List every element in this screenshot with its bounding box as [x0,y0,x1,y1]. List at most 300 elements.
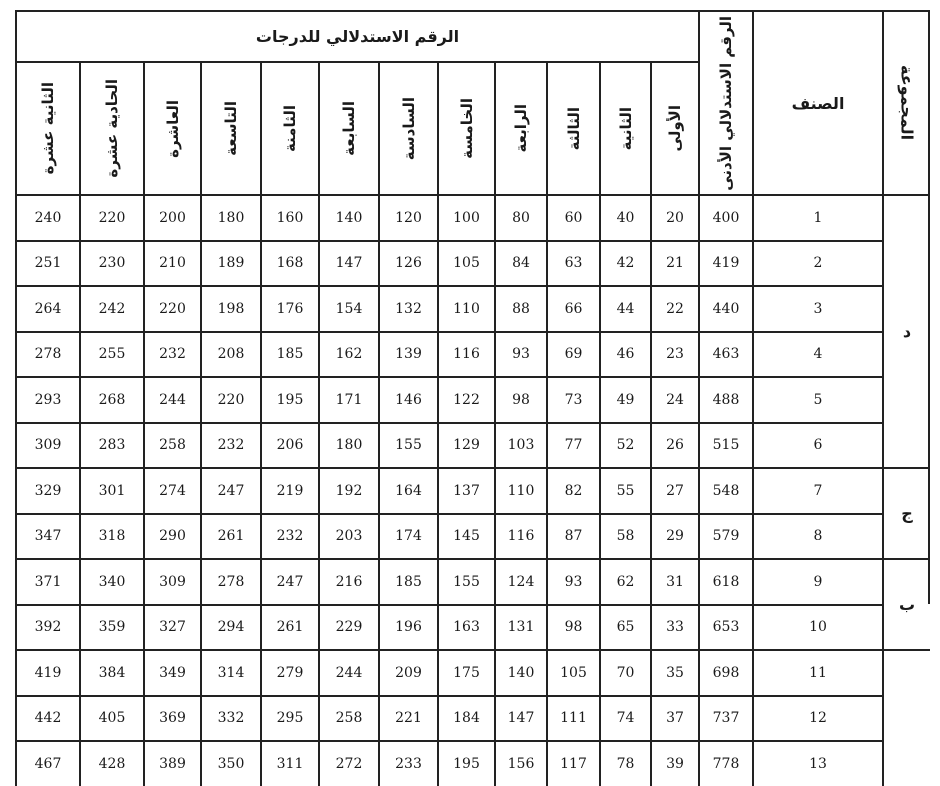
class-cell [752,740,882,786]
header-grades-text: الرقم الاستدلالي للدرجات [255,27,460,46]
grade-cell-text: 209 [395,664,422,681]
grade-cell-text: 140 [507,664,535,681]
class-cell-text: 4 [813,346,823,363]
grade-cell-text: 220 [217,391,245,408]
grade-cell-text: 203 [335,528,363,545]
grade-cell-text: 73 [564,391,583,408]
grade-cell-text: 196 [395,619,422,636]
grade-cell [437,513,494,559]
header-grade-col-5-text: الثامنة [281,104,299,153]
grade-cell-text: 137 [453,482,480,499]
grade-cell [318,604,378,650]
grade-cell [15,649,79,695]
grade-cell-text: 80 [512,209,530,226]
grade-cell-text: 369 [159,710,186,727]
grade-cell-text: 82 [564,482,583,499]
grade-cell [599,376,650,422]
min-index-cell [698,422,752,468]
grade-cell-text: 140 [335,209,363,226]
grade-cell-text: 52 [616,437,635,454]
min-index-cell-text: 419 [712,255,740,272]
grade-cell-text: 60 [564,209,583,226]
grade-cell-text: 195 [276,391,304,408]
grade-cell [546,740,599,786]
class-cell [752,422,882,468]
grade-cell-text: 230 [98,255,126,272]
class-cell-text: 12 [809,710,827,727]
grade-cell [437,376,494,422]
grade-cell-text: 244 [159,391,186,408]
grade-cell-text: 180 [217,209,245,226]
grade-cell [260,240,318,286]
grade-cell-text: 405 [98,710,126,727]
header-grade-col-10-text: الثالثة [564,106,583,151]
grade-cell-text: 340 [98,573,126,590]
grade-cell-text: 88 [512,300,530,317]
grade-cell-text: 200 [159,209,186,226]
grade-cell-text: 49 [616,391,635,408]
grade-cell [260,331,318,377]
header-grade-col-9-text: الرابعة [512,104,530,153]
min-index-cell-text: 440 [712,300,740,317]
min-index-cell-text: 463 [712,346,740,363]
class-cell-text: 8 [813,528,823,545]
grade-cell [260,604,318,650]
grade-cell [378,695,437,741]
grade-cell-text: 216 [335,573,363,590]
grade-cell-text: 117 [560,755,587,772]
grade-cell [599,649,650,695]
grade-cell-text: 163 [453,619,480,636]
min-index-cell-text: 400 [712,209,740,226]
grade-cell-text: 233 [395,755,422,772]
grade-cell [650,740,698,786]
grade-cell [546,558,599,604]
grade-cell-text: 347 [34,528,62,545]
header-grade-col-1 [15,61,79,194]
grade-cell-text: 294 [217,619,245,636]
grade-cell [79,240,143,286]
header-grade-col-4-text: التاسعة [222,101,240,156]
grade-cell [200,467,260,513]
group-cell [882,558,930,649]
header-grade-col-12 [650,61,698,194]
grade-cell-text: 428 [98,755,126,772]
grade-cell-text: 155 [395,437,422,454]
grade-cell-text: 132 [395,300,422,317]
header-grade-col-9 [494,61,546,194]
grade-cell-text: 33 [666,619,684,636]
group-cell [882,467,930,558]
grade-cell [143,422,200,468]
header-grade-col-10 [546,61,599,194]
class-cell [752,695,882,741]
grade-cell-text: 66 [564,300,583,317]
grade-cell [378,649,437,695]
class-cell-text: 11 [809,664,827,681]
grade-cell [143,604,200,650]
grade-cell [494,422,546,468]
grade-cell [200,285,260,331]
grade-cell [318,740,378,786]
grade-cell [15,740,79,786]
grade-cell-text: 22 [666,300,684,317]
grade-cell [15,467,79,513]
grade-cell-text: 139 [395,346,422,363]
grade-cell-text: 124 [507,573,535,590]
grade-cell [599,604,650,650]
header-grade-col-11 [599,61,650,194]
grade-cell-text: 195 [453,755,480,772]
header-grade-col-11-text: الثانية [616,106,635,151]
grade-cell [15,695,79,741]
grade-cell-text: 160 [276,209,304,226]
grade-cell [79,194,143,240]
min-index-cell [698,194,752,240]
grade-cell [79,376,143,422]
grade-cell [15,194,79,240]
grade-cell-text: 174 [395,528,422,545]
grade-cell [494,376,546,422]
grade-cell-text: 111 [560,710,587,727]
header-grade-col-7 [378,61,437,194]
grade-cell-text: 392 [34,619,62,636]
grade-cell [318,194,378,240]
grade-cell [494,194,546,240]
grade-cell-text: 309 [34,437,62,454]
grade-cell-text: 93 [512,346,530,363]
grade-cell [378,240,437,286]
grade-cell [143,649,200,695]
grade-cell [378,194,437,240]
grade-cell-text: 74 [616,710,635,727]
min-index-cell [698,695,752,741]
grade-cell [260,194,318,240]
grade-cell [650,240,698,286]
grade-cell-text: 278 [217,573,245,590]
grade-cell [494,649,546,695]
grade-cell-text: 220 [159,300,186,317]
grade-cell-text: 105 [560,664,587,681]
grade-cell [378,422,437,468]
grade-cell [260,422,318,468]
class-cell [752,513,882,559]
grade-cell-text: 419 [34,664,62,681]
grade-cell-text: 295 [276,710,304,727]
grade-cell [437,740,494,786]
grade-cell [200,695,260,741]
grade-cell-text: 208 [217,346,245,363]
grade-cell [15,558,79,604]
grade-cell [143,695,200,741]
grade-cell [546,331,599,377]
grade-cell [15,331,79,377]
table-right-border [928,10,930,604]
grade-cell-text: 93 [564,573,583,590]
grade-cell [318,376,378,422]
grade-cell [650,695,698,741]
grade-cell [599,558,650,604]
header-grades [15,10,698,61]
grade-cell [650,513,698,559]
header-grade-col-1-text: الثانية عشرة [39,82,57,175]
grade-cell [143,194,200,240]
grade-cell [378,285,437,331]
grade-cell [546,695,599,741]
grade-cell [15,240,79,286]
grade-cell-text: 55 [616,482,635,499]
grade-cell [79,285,143,331]
grade-cell [437,558,494,604]
group-cell [882,649,930,786]
grade-cell-text: 184 [453,710,480,727]
grade-cell-text: 116 [507,528,535,545]
grade-cell [437,240,494,286]
grade-cell-text: 110 [453,300,480,317]
header-grade-col-6 [318,61,378,194]
grade-cell [143,376,200,422]
grade-cell [200,558,260,604]
grade-cell-text: 84 [512,255,530,272]
grade-cell [143,285,200,331]
grade-cell-text: 171 [335,391,363,408]
grade-cell [494,558,546,604]
grade-cell [378,604,437,650]
min-index-cell [698,604,752,650]
header-grade-col-3 [143,61,200,194]
grade-cell [143,740,200,786]
grade-cell-text: 168 [276,255,304,272]
grade-cell-text: 37 [666,710,684,727]
grade-cell-text: 24 [666,391,684,408]
grade-cell [494,604,546,650]
grade-cell [650,285,698,331]
grade-cell-text: 189 [217,255,245,272]
header-grade-col-8-text: الخامسة [457,98,476,159]
grade-cell-text: 232 [159,346,186,363]
grade-cell [378,331,437,377]
grade-cell [546,194,599,240]
grade-cell-text: 65 [616,619,635,636]
min-index-cell [698,376,752,422]
grade-cell [650,194,698,240]
header-grade-col-4 [200,61,260,194]
grade-cell [599,467,650,513]
grade-cell-text: 274 [159,482,186,499]
grade-cell [200,604,260,650]
grade-cell [437,604,494,650]
grade-cell [200,513,260,559]
grade-cell [650,422,698,468]
grade-cell [378,467,437,513]
grade-cell-text: 63 [564,255,583,272]
grade-cell-text: 145 [453,528,480,545]
grade-cell [494,695,546,741]
grade-cell-text: 162 [335,346,363,363]
min-index-cell-text: 488 [712,391,740,408]
grade-cell-text: 229 [335,619,363,636]
grade-cell [650,649,698,695]
grade-cell [200,240,260,286]
grade-cell-text: 283 [98,437,126,454]
grade-cell [318,558,378,604]
grade-cell [200,331,260,377]
grade-cell [15,513,79,559]
grade-cell-text: 46 [616,346,635,363]
min-index-cell [698,331,752,377]
grade-cell-text: 20 [666,209,684,226]
class-cell [752,558,882,604]
grade-cell [79,513,143,559]
grade-cell [650,604,698,650]
min-index-cell [698,649,752,695]
grade-cell [143,513,200,559]
grade-cell [260,513,318,559]
grade-cell-text: 180 [335,437,363,454]
grade-cell-text: 120 [395,209,422,226]
grade-cell-text: 98 [512,391,530,408]
grade-cell [650,331,698,377]
grade-cell [318,695,378,741]
grade-cell-text: 21 [666,255,684,272]
grade-cell [318,422,378,468]
grade-cell-text: 175 [453,664,480,681]
min-index-cell-text: 778 [712,755,740,772]
grade-cell [599,194,650,240]
grade-cell [318,240,378,286]
grade-cell [546,467,599,513]
grade-cell-text: 327 [159,619,186,636]
min-index-cell [698,513,752,559]
group-cell-text: ب [898,595,916,614]
group-cell-text: د [902,322,912,341]
grade-cell-text: 244 [335,664,363,681]
grade-cell [15,285,79,331]
grade-cell-text: 103 [507,437,535,454]
grade-cell [599,422,650,468]
grade-cell-text: 278 [34,346,62,363]
grade-cell [318,331,378,377]
grade-cell-text: 329 [34,482,62,499]
grade-cell [318,285,378,331]
grade-cell-text: 39 [666,755,684,772]
class-cell [752,194,882,240]
grade-cell-text: 42 [616,255,635,272]
min-index-cell-text: 653 [712,619,740,636]
min-index-cell [698,285,752,331]
grade-cell [599,285,650,331]
grade-cell-text: 98 [564,619,583,636]
grade-cell [15,376,79,422]
grade-cell [79,467,143,513]
grade-cell-text: 87 [564,528,583,545]
grade-cell [650,558,698,604]
grade-cell [494,331,546,377]
grade-cell-text: 268 [98,391,126,408]
grade-cell [260,376,318,422]
grade-cell-text: 185 [276,346,304,363]
class-cell-text: 9 [813,573,823,590]
grade-cell [260,558,318,604]
class-cell [752,604,882,650]
grade-cell-text: 131 [507,619,535,636]
grade-cell [494,240,546,286]
grade-cell-text: 26 [666,437,684,454]
min-index-cell [698,558,752,604]
min-index-cell-text: 698 [712,664,740,681]
grade-cell [143,240,200,286]
class-cell [752,285,882,331]
header-min-index-text: الرقم الاستدلالي الأدنى [717,15,735,191]
grade-cell-text: 44 [616,300,635,317]
grade-cell-text: 31 [666,573,684,590]
grade-cell-text: 198 [217,300,245,317]
grade-cell [378,558,437,604]
grade-cell-text: 176 [276,300,304,317]
grade-cell [79,740,143,786]
grade-cell-text: 210 [159,255,186,272]
grade-cell-text: 240 [34,209,62,226]
grade-cell-text: 192 [335,482,363,499]
grade-cell [437,194,494,240]
grade-cell-text: 77 [564,437,583,454]
header-group-text: المجموعة [897,65,917,141]
grade-cell-text: 349 [159,664,186,681]
grade-cell [79,649,143,695]
grade-cell-text: 467 [34,755,62,772]
grade-cell-text: 126 [395,255,422,272]
grade-cell-text: 156 [507,755,535,772]
grade-cell-text: 290 [159,528,186,545]
grade-cell-text: 40 [616,209,635,226]
min-index-cell [698,240,752,286]
grade-cell-text: 29 [666,528,684,545]
class-cell [752,649,882,695]
grade-cell [260,467,318,513]
grade-cell-text: 35 [666,664,684,681]
grade-cell-text: 110 [507,482,535,499]
grade-cell-text: 206 [276,437,304,454]
class-cell-text: 3 [813,300,823,317]
grade-cell [494,513,546,559]
grade-cell-text: 264 [34,300,62,317]
grade-cell-text: 100 [453,209,480,226]
grade-cell-text: 220 [98,209,126,226]
grade-cell-text: 146 [395,391,422,408]
grade-cell-text: 62 [616,573,635,590]
grade-cell [437,695,494,741]
grade-cell [79,331,143,377]
grade-cell-text: 78 [616,755,635,772]
grade-cell-text: 105 [453,255,480,272]
class-cell [752,331,882,377]
grade-cell-text: 301 [98,482,126,499]
class-cell [752,240,882,286]
grade-cell [15,422,79,468]
grade-cell [200,376,260,422]
min-index-cell-text: 579 [712,528,740,545]
grade-cell [546,240,599,286]
grade-cell [260,285,318,331]
grade-cell [599,513,650,559]
grade-cell [200,194,260,240]
grade-cell [378,376,437,422]
grade-cell [437,331,494,377]
grade-cell-text: 70 [616,664,635,681]
grade-cell-text: 251 [34,255,62,272]
grade-cell [650,376,698,422]
grade-cell [650,467,698,513]
